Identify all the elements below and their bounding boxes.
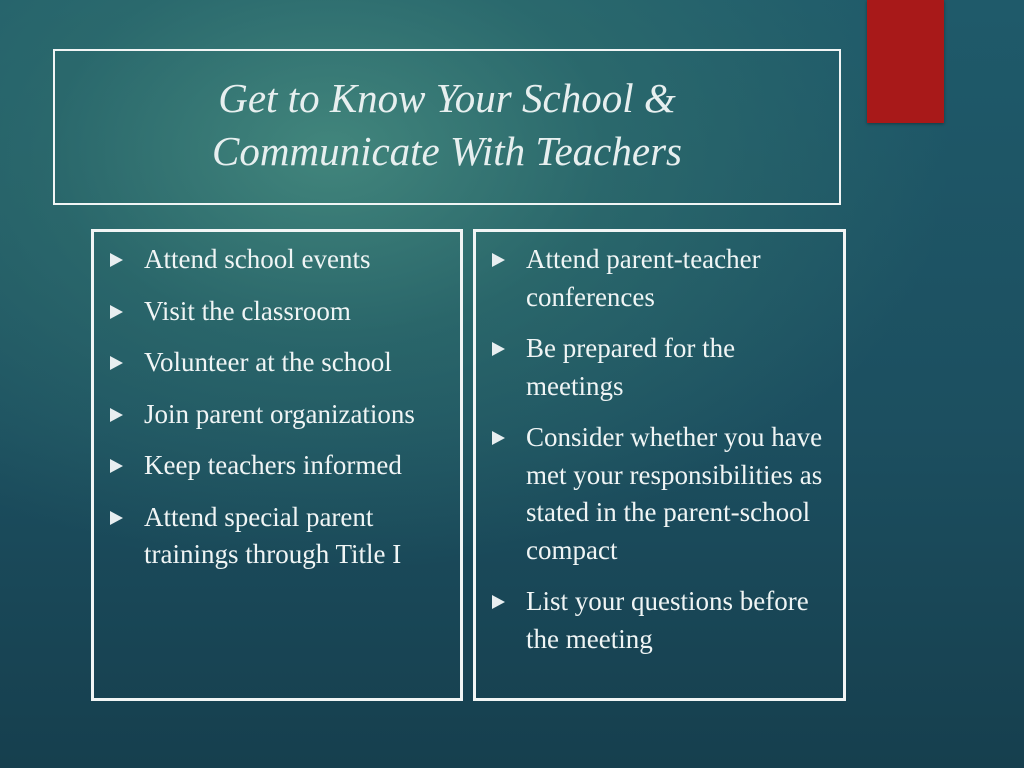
list-item <box>106 241 454 279</box>
right-bullet-list <box>488 241 837 672</box>
play-arrow-icon <box>110 459 123 473</box>
title-box <box>53 49 841 205</box>
list-item-text: Attend school events <box>144 244 371 274</box>
list-item-text: Consider whether you have met your responsibilities as stated in the parent-school compact <box>526 422 823 565</box>
play-arrow-icon <box>492 431 505 445</box>
title-line-2: Communicate With Teachers <box>212 128 682 174</box>
list-item-text: List your questions before the meeting <box>526 586 809 654</box>
list-item <box>488 330 837 405</box>
list-item-text: Keep teachers informed <box>144 450 402 480</box>
list-item-text: Attend parent-teacher conferences <box>526 244 761 312</box>
list-item <box>106 344 454 382</box>
list-item <box>106 293 454 331</box>
play-arrow-icon <box>492 253 505 267</box>
list-item <box>488 583 837 658</box>
list-item <box>488 241 837 316</box>
play-arrow-icon <box>110 511 123 525</box>
list-item-text: Volunteer at the school <box>144 347 392 377</box>
list-item <box>106 396 454 434</box>
play-arrow-icon <box>110 356 123 370</box>
list-item <box>106 447 454 485</box>
play-arrow-icon <box>492 342 505 356</box>
list-item-text: Be prepared for the meetings <box>526 333 736 401</box>
slide-title <box>212 72 682 178</box>
left-bullet-list <box>106 241 454 588</box>
play-arrow-icon <box>492 595 505 609</box>
list-item-text: Join parent organizations <box>144 398 415 429</box>
list-item <box>488 419 837 569</box>
play-arrow-icon <box>110 253 123 267</box>
accent-tab <box>867 0 944 123</box>
play-arrow-icon <box>110 305 123 319</box>
list-item-text: Attend special parent trainings through Title I <box>144 501 402 569</box>
play-arrow-icon <box>110 408 123 422</box>
list-item-text: Visit the classroom <box>144 295 351 326</box>
left-panel <box>91 229 463 701</box>
list-item <box>106 499 454 574</box>
title-line-1: Get to Know Your School & <box>218 75 676 121</box>
right-panel <box>473 229 846 701</box>
